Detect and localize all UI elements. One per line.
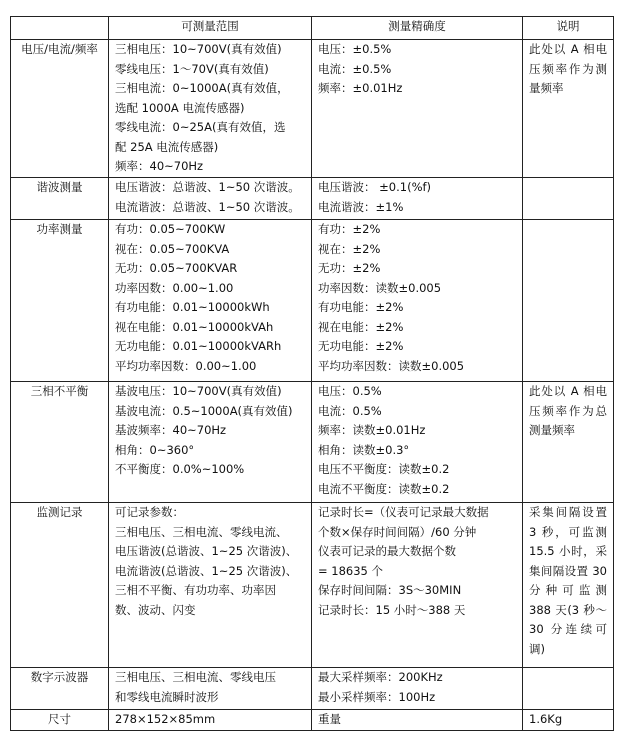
- range-line: 基波频率：40~70Hz: [115, 423, 227, 437]
- accuracy-line: 无功：±2%: [318, 261, 381, 275]
- accuracy-cell: [312, 40, 523, 178]
- note-cell: 采集间隔设置 3 秒，可监测 15.5 小时，采集间隔设置 30 分种可监测 388 天(3 秒～30 分连续可调): [523, 503, 614, 668]
- range-line: 三相不平衡、有功功率、功率因: [115, 583, 276, 597]
- accuracy-line: 最大采样频率：200KHz: [318, 670, 443, 684]
- accuracy-line: 无功电能：±2%: [318, 339, 404, 353]
- range-line: 平均功率因数：0.00~1.00: [115, 358, 257, 373]
- accuracy-line: 记录时长=（仪表可记录最大数据: [318, 505, 489, 519]
- range-line: 数、波动、闪变: [115, 602, 196, 617]
- accuracy-line: 电压：0.5%: [318, 384, 382, 398]
- range-line: 三相电压、三相电流、零线电压: [115, 670, 276, 684]
- range-line: 功率因数：0.00~1.00: [115, 280, 234, 295]
- range-line: 三相电流：0~1000A(真有效值，: [115, 81, 289, 95]
- table-row: [11, 382, 614, 503]
- table-row: [11, 40, 614, 178]
- row-name: 监测记录: [11, 503, 109, 668]
- accuracy-line: 有功：±2%: [318, 222, 381, 236]
- table-row: [11, 710, 614, 731]
- header-cell: [11, 17, 109, 40]
- row-name: 数字示波器: [11, 668, 109, 710]
- note-cell: [523, 178, 614, 220]
- range-line: 电流谐波：总谐波、1~50 次谐波。: [115, 199, 300, 214]
- accuracy-cell: [312, 382, 523, 503]
- accuracy-line: 重量: [318, 712, 341, 726]
- header-cell: 说明: [523, 17, 614, 40]
- range-cell: [109, 220, 312, 382]
- range-line: 三相电压：10~700V(真有效值): [115, 42, 282, 56]
- range-line: 视在：0.05~700KVA: [115, 241, 230, 256]
- range-line: 零线电流：0~25A(真有效值，选: [115, 120, 286, 134]
- accuracy-line: 最小采样频率：100Hz: [318, 689, 436, 704]
- note-cell: 此处以 A 相电压频率作为总测量频率: [523, 382, 614, 503]
- range-cell: [109, 503, 312, 668]
- accuracy-line: 有功电能：±2%: [318, 300, 404, 314]
- accuracy-line: 电流谐波：±1%: [318, 199, 404, 214]
- range-line: 三相电压、三相电流、零线电流、: [115, 524, 288, 539]
- row-name: 尺寸: [11, 710, 109, 731]
- range-line: 278×152×85mm: [115, 712, 216, 726]
- accuracy-line: 电压谐波： ±0.1(%f): [318, 180, 432, 194]
- accuracy-line: 相角：读数±0.3°: [318, 442, 410, 457]
- accuracy-line: 电压：±0.5%: [318, 42, 392, 56]
- accuracy-line: 功率因数：读数±0.005: [318, 280, 442, 295]
- header-cell: 测量精确度: [312, 17, 523, 40]
- range-line: 相角：0~360°: [115, 442, 195, 457]
- range-line: 无功电能：0.01~10000kVARh: [115, 339, 282, 353]
- range-line: 基波电压：10~700V(真有效值): [115, 384, 282, 398]
- accuracy-cell: [312, 178, 523, 220]
- accuracy-cell: [312, 668, 523, 710]
- accuracy-line: = 18635 个: [318, 563, 384, 578]
- header-cell: 可测量范围: [109, 17, 312, 40]
- accuracy-cell: [312, 220, 523, 382]
- accuracy-line: 记录时长：15 小时～388 天: [318, 602, 466, 617]
- range-line: 有功电能：0.01~10000kWh: [115, 300, 270, 314]
- row-name: 功率测量: [11, 220, 109, 382]
- range-line: 零线电压：1～70V(真有效值): [115, 61, 269, 76]
- accuracy-line: 电压不平衡度：读数±0.2: [318, 462, 450, 476]
- note-cell: 此处以 A 相电压频率作为测量频率: [523, 40, 614, 178]
- header-row: [11, 17, 614, 40]
- table-row: [11, 668, 614, 710]
- range-line: 电流谐波(总谐波、1~25 次谐波)、: [115, 563, 298, 578]
- note-cell: [523, 220, 614, 382]
- range-line: 配 25A 电流传感器): [115, 139, 219, 154]
- table-row: [11, 178, 614, 220]
- note-cell: [523, 668, 614, 710]
- range-line: 电压谐波：总谐波、1~50 次谐波。: [115, 180, 300, 194]
- range-cell: [109, 40, 312, 178]
- range-cell: [109, 668, 312, 710]
- accuracy-line: 频率：读数±0.01Hz: [318, 423, 426, 437]
- accuracy-line: 电流：0.5%: [318, 403, 382, 418]
- range-cell: [109, 382, 312, 503]
- range-line: 选配 1000A 电流传感器): [115, 100, 245, 115]
- range-line: 电压谐波(总谐波、1~25 次谐波)、: [115, 544, 298, 558]
- range-line: 有功：0.05~700KW: [115, 222, 226, 236]
- accuracy-line: 频率：±0.01Hz: [318, 81, 403, 95]
- range-line: 频率：40~70Hz: [115, 159, 204, 173]
- range-line: 和零线电流瞬时波形: [115, 689, 219, 704]
- accuracy-cell: [312, 710, 523, 731]
- accuracy-cell: [312, 503, 523, 668]
- accuracy-line: 仪表可记录的最大数据个数: [318, 544, 456, 558]
- range-cell: [109, 178, 312, 220]
- table-row: [11, 220, 614, 382]
- accuracy-line: 视在电能：±2%: [318, 319, 404, 334]
- spec-table: [10, 16, 614, 731]
- range-cell: [109, 710, 312, 731]
- note-cell: 1.6Kg: [523, 710, 614, 731]
- row-name: 谐波测量: [11, 178, 109, 220]
- accuracy-line: 电流：±0.5%: [318, 61, 392, 76]
- accuracy-line: 视在：±2%: [318, 241, 381, 256]
- accuracy-line: 保存时间间隔：3S～30MIN: [318, 583, 462, 597]
- range-line: 可记录参数：: [115, 505, 184, 519]
- range-line: 不平衡度：0.0%~100%: [115, 462, 245, 476]
- row-name: 电压/电流/频率: [11, 40, 109, 178]
- accuracy-line: 电流不平衡度：读数±0.2: [318, 481, 450, 496]
- table-row: [11, 503, 614, 668]
- range-line: 基波电流：0.5~1000A(真有效值): [115, 403, 293, 418]
- row-name: 三相不平衡: [11, 382, 109, 503]
- range-line: 无功：0.05~700KVAR: [115, 261, 238, 275]
- accuracy-line: 平均功率因数：读数±0.005: [318, 358, 465, 373]
- accuracy-line: 个数×保存时间间隔）/60 分钟: [318, 524, 477, 539]
- range-line: 视在电能：0.01~10000kVAh: [115, 319, 274, 334]
